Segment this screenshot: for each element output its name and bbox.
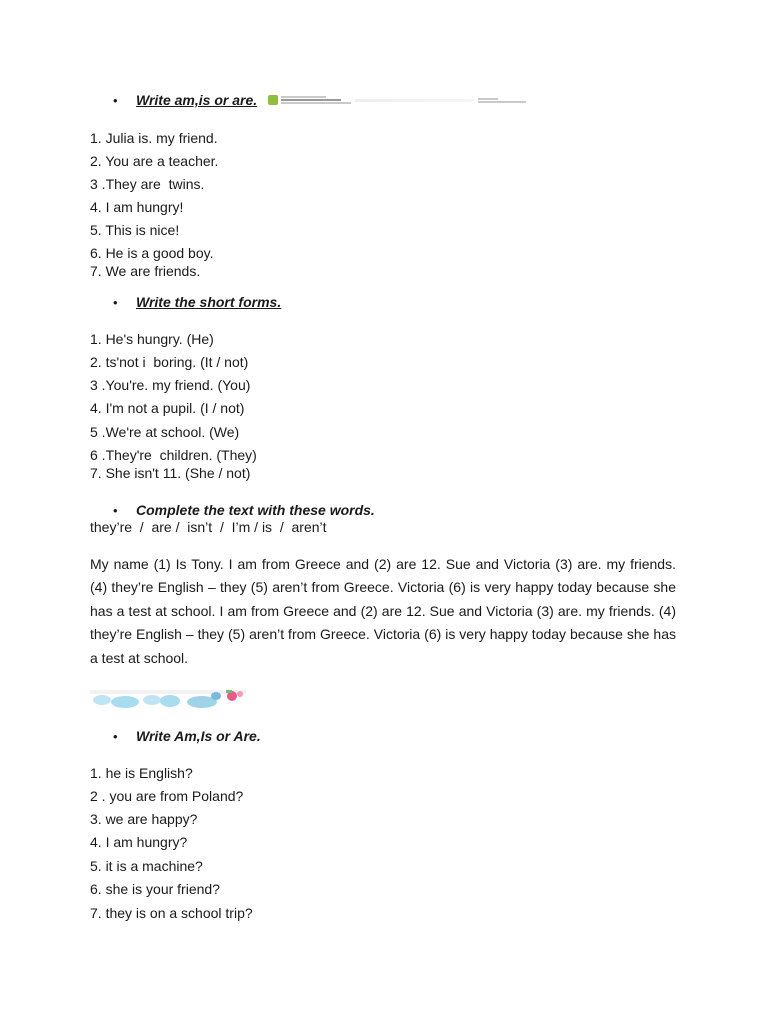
bullet-icon: • [113, 729, 118, 744]
list-item: 1. Julia is. my friend. [90, 130, 218, 146]
list-item: 2. ts'not i boring. (It / not) [90, 354, 249, 370]
list-item: 7. We are friends. [90, 263, 201, 279]
cloze-paragraph: My name (1) Is Tony. I am from Greece and (2) are 12. Sue and Victoria (3) are. my friends. (4) they’re English – they (5) aren’t from Greece. Victoria (6) is very happy today because she has a test at school. I am from Greece and (2) are 12. Sue and Victoria (3) are. my friends. (4) they’re English – they (5) aren’t from Greece. Victoria (6) is very happy today because she has a test at school. [90, 556, 676, 666]
list-item: 7. they is on a school trip? [90, 905, 253, 921]
list-item: 3. we are happy? [90, 811, 198, 827]
list-item: 1. he is English? [90, 765, 193, 781]
list-item: 6. He is a good boy. [90, 245, 214, 261]
list-item: 1. He's hungry. (He) [90, 331, 214, 347]
bullet-icon: • [113, 503, 118, 518]
watermark-banner [268, 92, 528, 108]
dreamstime-logo-icon [268, 95, 278, 105]
list-item: 5 .We're at school. (We) [90, 424, 240, 440]
list-item: 5. it is a machine? [90, 858, 203, 874]
list-item: 4. I'm not a pupil. (I / not) [90, 400, 245, 416]
list-item: 6 .They're children. (They) [90, 447, 257, 463]
clouds-decoration-icon [90, 690, 246, 712]
bullet-icon: • [113, 93, 118, 108]
list-item: 3 .They are twins. [90, 176, 205, 192]
section-2-heading: Write the short forms. [136, 294, 282, 310]
list-item: 2 . you are from Poland? [90, 788, 244, 804]
list-item: 5. This is nice! [90, 222, 180, 238]
bullet-icon: • [113, 295, 118, 310]
list-item: 4. I am hungry? [90, 834, 188, 850]
list-item: 7. She isn't 11. (She / not) [90, 465, 251, 481]
list-item: 2. You are a teacher. [90, 153, 219, 169]
list-item: 4. I am hungry! [90, 199, 184, 215]
section-4-heading: Write Am,Is or Are. [136, 728, 261, 744]
list-item: 3 .You're. my friend. (You) [90, 377, 251, 393]
section-1-heading: Write am,is or are. [136, 92, 258, 108]
list-item: 6. she is your friend? [90, 881, 220, 897]
section-3-heading: Complete the text with these words. [136, 502, 375, 518]
word-bank: they’re / are / isn’t / I’m / is / aren’t [90, 519, 327, 535]
